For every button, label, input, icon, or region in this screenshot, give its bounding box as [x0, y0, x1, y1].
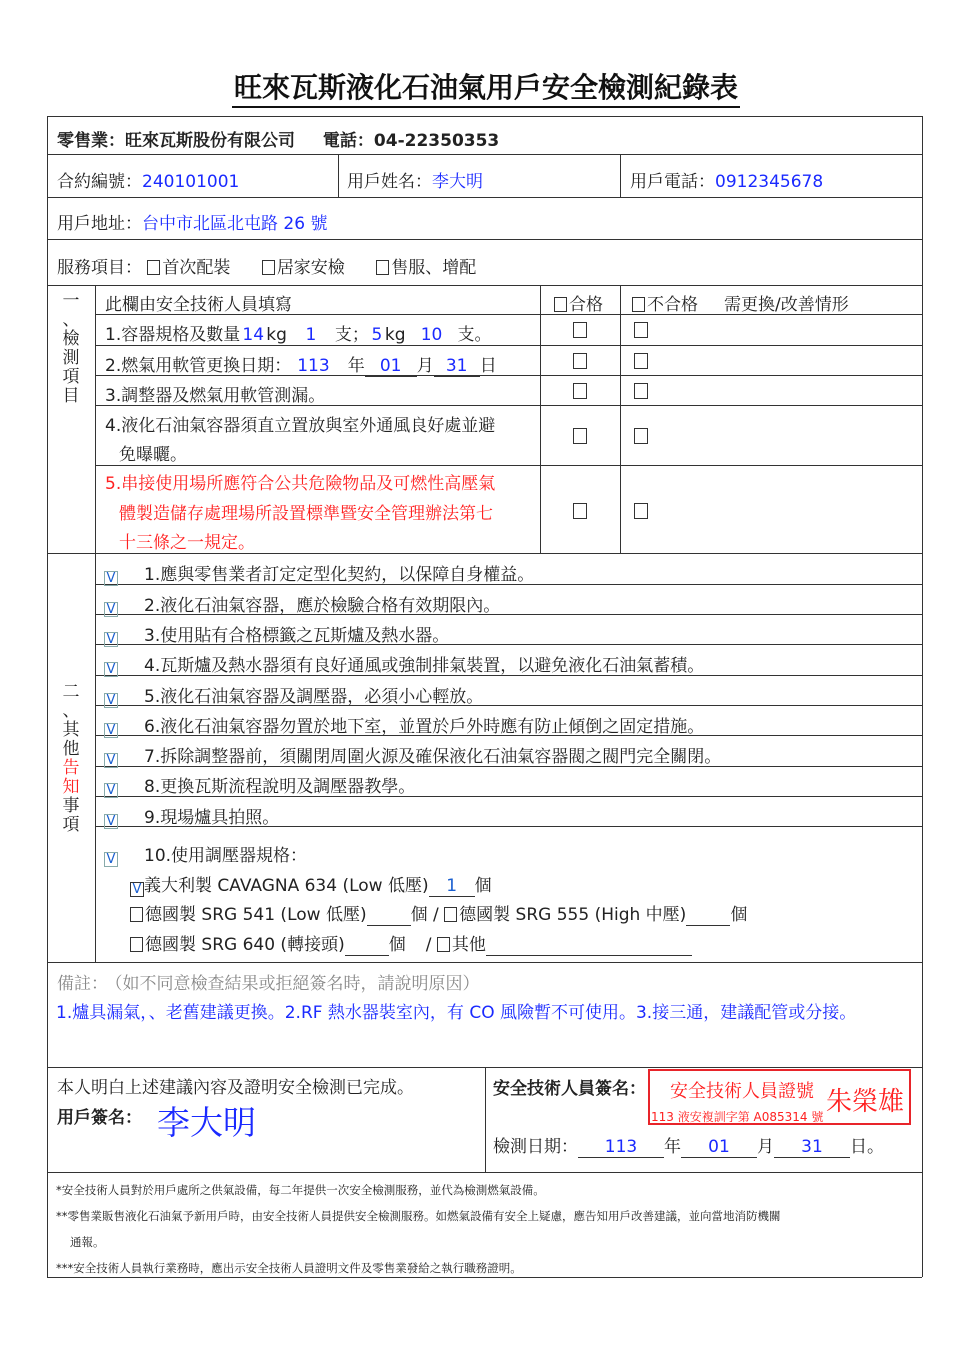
pass-checkbox-2[interactable]: [573, 353, 587, 369]
customer-signature[interactable]: 李大明: [157, 1103, 256, 1142]
footnote-2-cont: 通報。: [70, 1235, 105, 1249]
divider: [338, 154, 339, 197]
retailer-phone: 04-22350353: [373, 131, 500, 151]
section1-title: 一 、 檢 測 項 目: [62, 291, 80, 406]
divider: [47, 1277, 922, 1278]
pass-checkbox-5[interactable]: [573, 503, 587, 519]
fail-header: 不合格 需更換/改善情形: [632, 290, 849, 315]
checkbox[interactable]: [130, 907, 143, 922]
notice-item-10[interactable]: V 10.使用調壓器規格：: [104, 841, 307, 867]
divider: [47, 285, 922, 286]
customer-sign-label: 用戶簽名：: [57, 1108, 142, 1128]
checkbox[interactable]: [437, 937, 450, 952]
service-items: 服務項目： 首次配裝 居家安檢 售服、增配: [57, 258, 477, 278]
service-option-first-install[interactable]: 首次配裝: [147, 258, 230, 278]
footnote-3: ***安全技術人員執行業務時，應出示安全技術人員證明文件及零售業發給之執行職務證明。: [56, 1261, 522, 1275]
remarks-label-line: 備註： （如不同意檢查結果或拒絕簽名時，請說明原因）: [57, 974, 480, 994]
pass-checkbox-4[interactable]: [573, 428, 587, 444]
inspection-date: 檢測日期： 113 年 01 月 31 日。: [493, 1137, 884, 1157]
check-icon[interactable]: V: [104, 723, 118, 738]
check-icon[interactable]: V: [130, 882, 144, 897]
footnote-2: **零售業販售液化石油氣予新用戶時，由安全技術人員提供安全檢測服務。如燃氣設備有安全上疑慮，應告知用戶改善建議，並向當地消防機關: [56, 1209, 781, 1223]
divider: [47, 154, 922, 155]
check-icon[interactable]: V: [104, 783, 118, 798]
check-icon[interactable]: V: [104, 571, 118, 586]
customer-phone: 0912345678: [715, 172, 824, 192]
address-field: 用戶地址：台中市北區北屯路 26 號: [57, 214, 328, 234]
regulator-srg640-other: 德國製 SRG 640 (轉接頭) 個 / 其他: [130, 930, 692, 956]
technician-stamp: 安全技術人員證號 朱榮雄 113 液安複訓字第 A085314 號: [648, 1069, 911, 1125]
checkbox: [632, 297, 645, 312]
check-item-5: 5.串接使用場所應符合公共危險物品及可燃性高壓氣 體製造儲存處理場所設置標準暨安全管理辦法第七 十三條之一規定。: [105, 474, 496, 553]
check-icon[interactable]: V: [104, 662, 118, 677]
check-icon[interactable]: V: [104, 602, 118, 617]
checkbox[interactable]: [262, 260, 275, 275]
divider: [47, 116, 922, 117]
customer-name-field: 用戶姓名：李大明: [347, 172, 483, 192]
check-icon[interactable]: V: [104, 693, 118, 708]
fail-checkbox-5[interactable]: [634, 503, 648, 519]
fail-checkbox-1[interactable]: [634, 322, 648, 338]
regulator-cavagna: V 義大利製 CAVAGNA 634 (Low 低壓) 1 個: [130, 871, 492, 897]
check-item-1: 1.容器規格及數量 14 kg 1 支； 5 kg 10 支。: [105, 325, 492, 345]
check-icon[interactable]: V: [104, 632, 118, 647]
confirm-statement: 本人明白上述建議內容及證明安全檢測已完成。: [57, 1078, 414, 1098]
divider: [922, 116, 923, 1277]
check-icon[interactable]: V: [104, 814, 118, 829]
checkbox[interactable]: [444, 907, 457, 922]
service-option-home-inspection[interactable]: 居家安檢: [262, 258, 345, 278]
contract-field: 合約編號：240101001: [57, 172, 240, 192]
checkbox[interactable]: [376, 260, 389, 275]
check-item-4: 4.液化石油氣容器須直立置放與室外通風良好處並避 免曝曬。: [105, 416, 496, 465]
form-title: 旺來瓦斯液化石油氣用戶安全檢測紀錄表: [0, 66, 972, 106]
checkbox[interactable]: [130, 937, 143, 952]
divider: [95, 285, 96, 962]
customer-phone-field: 用戶電話：0912345678: [630, 172, 824, 192]
divider: [47, 962, 922, 963]
retailer-name: 旺來瓦斯股份有限公司: [125, 131, 295, 151]
remarks-text: 1.爐具漏氣，、老舊建議更換。2.RF 熱水器裝室內，有 CO 風險暫不可使用。3.接三通，建議配管或分接。: [56, 1003, 857, 1023]
retailer-line: 零售業：旺來瓦斯股份有限公司 電話：04-22350353: [57, 131, 500, 151]
address-value: 台中市北區北屯路 26 號: [142, 214, 328, 234]
fail-checkbox-4[interactable]: [634, 428, 648, 444]
section2-title: 二 、 其 他 告 知 事 項: [62, 682, 80, 835]
notice-item-8[interactable]: V 8.更換瓦斯流程說明及調壓器教學。: [104, 772, 415, 798]
notice-item-7[interactable]: V 7.拆除調整器前，須關閉周圍火源及確保液化石油氣容器閥之閥門完全關閉。: [104, 742, 721, 768]
customer-name: 李大明: [432, 172, 483, 192]
fail-checkbox-3[interactable]: [634, 383, 648, 399]
check-item-3: 3.調整器及燃氣用軟管測漏。: [105, 386, 326, 406]
divider: [620, 285, 621, 553]
check-icon[interactable]: V: [104, 753, 118, 768]
divider: [485, 1067, 486, 1172]
divider: [47, 239, 922, 240]
notice-item-5[interactable]: V 5.液化石油氣容器及調壓器，必須小心輕放。: [104, 682, 483, 708]
divider: [620, 154, 621, 197]
check-item-2: 2.燃氣用軟管更換日期： 113 年 01 月 31 日: [105, 356, 497, 376]
divider: [47, 1172, 922, 1173]
checkbox: [554, 297, 567, 312]
technician-sign-label: 安全技術人員簽名：: [493, 1079, 646, 1099]
section1-header: 此欄由安全技術人員填寫: [105, 295, 292, 315]
footnote-1: *安全技術人員對於用戶處所之供氣設備，每二年提供一次安全檢測服務，並代為檢測燃氣設備。: [56, 1183, 545, 1197]
divider: [47, 197, 922, 198]
pass-header: 合格: [554, 290, 603, 315]
service-option-after-sales[interactable]: 售服、增配: [376, 258, 476, 278]
pass-checkbox-3[interactable]: [573, 383, 587, 399]
fail-checkbox-2[interactable]: [634, 353, 648, 369]
notice-item-1[interactable]: V 1.應與零售業者訂定定型化契約，以保障自身權益。: [104, 560, 534, 586]
contract-number: 240101001: [142, 172, 240, 192]
notice-item-4[interactable]: V 4.瓦斯爐及熱水器須有良好通風或強制排氣裝置，以避免液化石油氣蓄積。: [104, 651, 704, 677]
pass-checkbox-1[interactable]: [573, 322, 587, 338]
check-icon[interactable]: V: [104, 852, 118, 867]
divider: [540, 285, 541, 553]
notice-item-2[interactable]: V 2.液化石油氣容器，應於檢驗合格有效期限內。: [104, 591, 500, 617]
checkbox[interactable]: [147, 260, 160, 275]
regulator-srg541-555: 德國製 SRG 541 (Low 低壓) 個 / 德國製 SRG 555 (High 中壓) 個: [130, 900, 747, 926]
notice-item-6[interactable]: V 6.液化石油氣容器勿置於地下室，並置於戶外時應有防止傾倒之固定措施。: [104, 712, 704, 738]
notice-item-3[interactable]: V 3.使用貼有合格標籤之瓦斯爐及熱水器。: [104, 621, 449, 647]
notice-item-9[interactable]: V 9.現場爐具拍照。: [104, 803, 279, 829]
